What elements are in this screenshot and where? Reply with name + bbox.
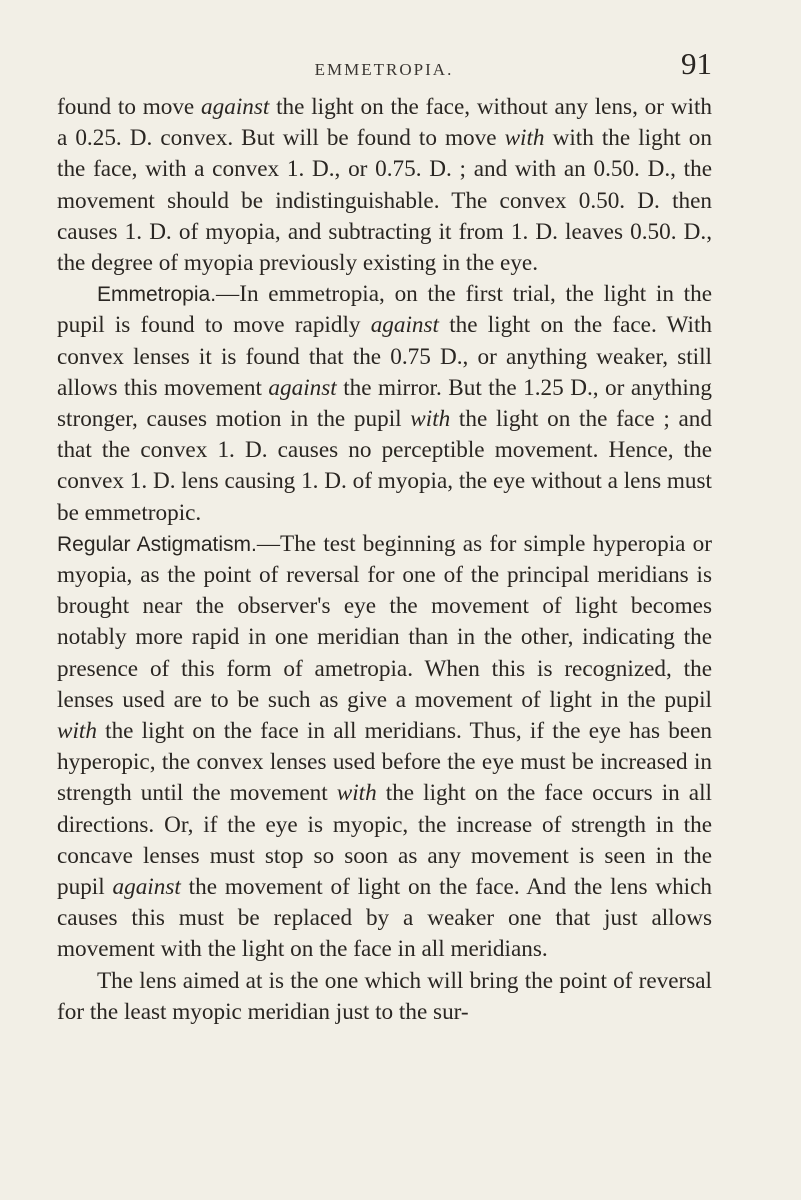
section-heading: Emmetropia. <box>97 283 217 307</box>
emphasis-text: against <box>112 874 181 901</box>
text-run: found to move <box>57 94 202 120</box>
text-run: the light on the face occurs in all directions. Or, if the eye is myopic, the increase of strength in the concave lenses must stop so soon as any movement is seen in the pupil <box>57 780 712 901</box>
text-run: the movement of light on the face. And the lens which causes this must be replaced by a weaker one that just allows movement with the light on the face in all meridians. <box>57 874 712 963</box>
paragraph-lens-aimed <box>57 966 712 1028</box>
text-run: The lens aimed at is the one which will bring the point of reversal for the least myopic meridian just to the sur- <box>57 967 712 1025</box>
emphasis-text: against <box>268 374 337 401</box>
emphasis-text: against <box>370 312 439 339</box>
paragraph-1 <box>57 92 712 279</box>
text-run: the light on the face ; and that the convex 1. D. causes no perceptible movement. Hence, the convex 1. D. lens causing 1. D. of myopia, the eye without a lens must be emmetropic. <box>57 406 712 526</box>
emphasis-text: against <box>201 94 270 120</box>
text-run: with the light on the face, with a convex 1. D., or 0.75. D. ; and with an 0.50. D., the movement should be indistinguishable. The convex 0.50. D. then causes 1. D. of myopia, and subtracting it from 1. D. leaves 0.50. D., the degree of myopia previously existing in the eye. <box>57 125 712 277</box>
text-run: —The test beginning as for simple hyperopia or myopia, as the point of reversal for one of the principal meridians is brought near the observer's eye the movement of light becomes notably more rapid in one meridian than in the other, indicating the presence of this form of ametropia. When this is recognized, the lenses used are to be such as give a movement of light in the pupil <box>57 530 712 713</box>
running-title: EMMETROPIA. <box>314 60 454 79</box>
emphasis-text: with <box>57 718 97 745</box>
body-text <box>57 92 712 1028</box>
running-head <box>56 46 712 88</box>
text-run: the light on the face, without any lens, or with a 0.25. D. convex. But will be found to move <box>57 94 712 152</box>
text-run: the light on the face in all meridians. Thus, if the eye has been hyperopic, the convex lenses used before the eye must be increased in strength until the movement <box>57 718 712 807</box>
paragraph-emmetropia <box>57 279 712 529</box>
text-run: the light on the face. With convex lenses it is found that the 0.75 D., or anything weaker, still allows this movement <box>57 312 712 401</box>
emphasis-text: with <box>504 125 545 152</box>
section-heading: Regular Astigmatism. <box>57 532 257 556</box>
text-run: —In emmetropia, on the first trial, the light in the pupil is found to move rapidly <box>57 281 712 339</box>
page-number: 91 <box>681 46 712 81</box>
emphasis-text: with <box>410 406 451 433</box>
text-run: the mirror. But the 1.25 D., or anything stronger, causes motion in the pupil <box>57 374 712 433</box>
emphasis-text: with <box>336 780 377 807</box>
paragraph-regular-astigmatism <box>57 529 712 966</box>
